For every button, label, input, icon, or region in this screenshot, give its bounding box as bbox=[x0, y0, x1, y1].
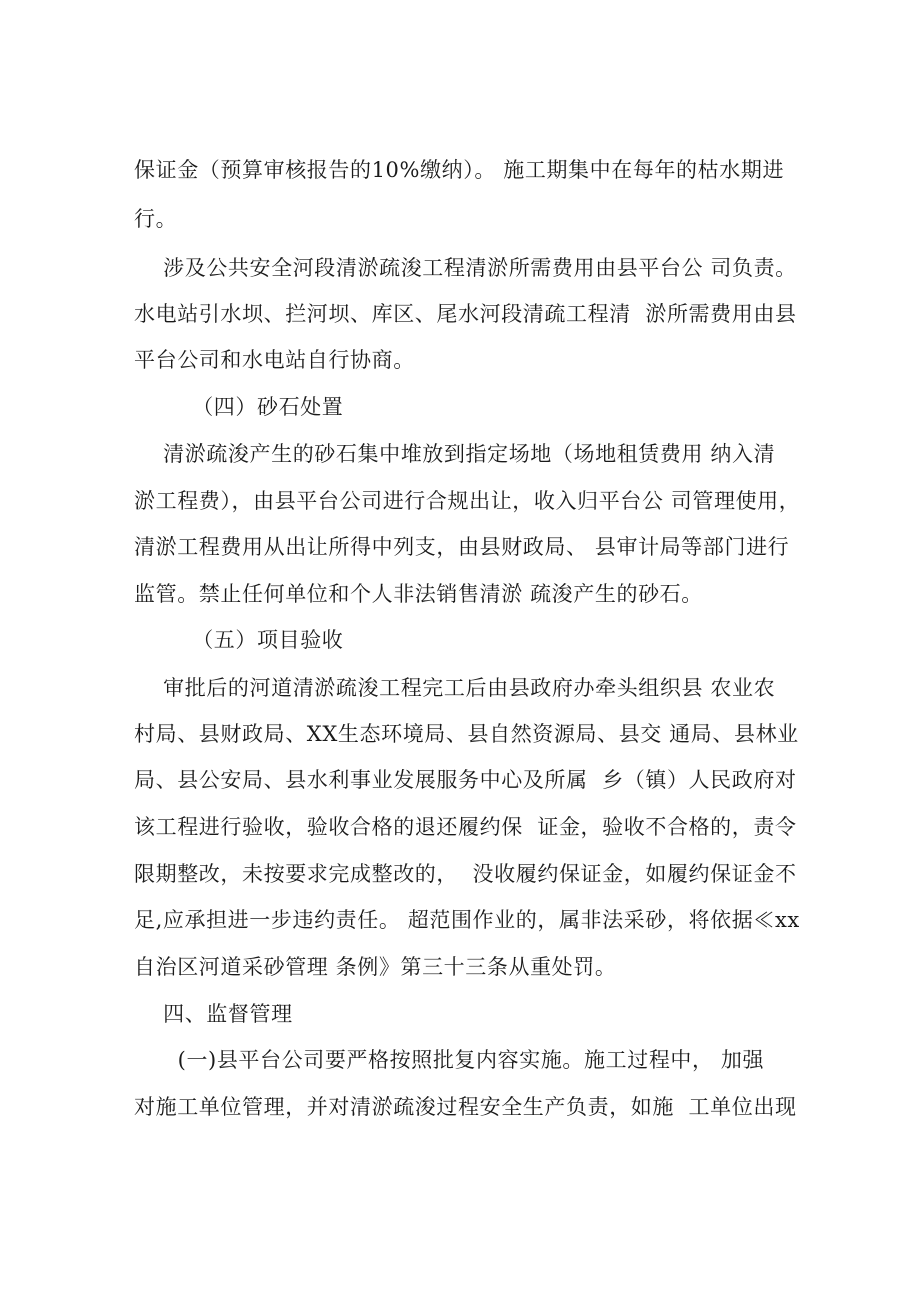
text-line: 保证金（预算审核报告的10%缴纳）。 施工期集中在每年的枯水期进 bbox=[134, 158, 785, 182]
text-line: 自治区河道采砂管理 条例》第三十三条从重处罚。 bbox=[134, 955, 617, 979]
text-line: 该工程进行验收，验收合格的退还履约保 证金，验收不合格的，责令 bbox=[134, 815, 797, 839]
text-line: 村局、县财政局、XX生态环境局、县自然资源局、县交 通局、县林业 bbox=[134, 722, 799, 746]
text-line: 行。 bbox=[134, 207, 178, 231]
text-line: 涉及公共安全河段清淤疏浚工程清淤所需费用由县平台公 司负责。 bbox=[134, 256, 797, 280]
text-line: 审批后的河道清淤疏浚工程完工后由县政府办牵头组织县 农业农 bbox=[134, 676, 776, 700]
text-line: 清淤工程费用从出让所得中列支，由县财政局、 县审计局等部门进行 bbox=[134, 535, 790, 559]
text-line: 局、县公安局、县水利事业发展服务中心及所属 乡（镇）人民政府对 bbox=[134, 768, 797, 792]
text-line: 监管。禁止任何单位和个人非法销售清淤 疏浚产生的砂石。 bbox=[134, 582, 703, 606]
text-line: 淤工程费），由县平台公司进行合规出让，收入归平台公 司管理使用， bbox=[134, 489, 801, 513]
text-line: 平台公司和水电站自行协商。 bbox=[134, 348, 415, 372]
text-line: 清淤疏浚产生的砂石集中堆放到指定场地（场地租赁费用 纳入清 bbox=[134, 442, 776, 466]
section-heading: （五）项目验收 bbox=[134, 628, 344, 652]
text-line: 水电站引水坝、拦河坝、库区、尾水河段清疏工程清 淤所需费用由县 bbox=[134, 302, 797, 326]
text-line: (一)县平台公司要严格按照批复内容实施。施工过程中， 加强 bbox=[134, 1048, 765, 1072]
text-line: 对施工单位管理，并对清淤疏浚过程安全生产负责，如施 工单位出现 bbox=[134, 1095, 797, 1119]
section-heading: 四、监督管理 bbox=[134, 1002, 293, 1026]
text-line: 足,应承担进一步违约责任。 超范围作业的，属非法采砂，将依据≪xx bbox=[134, 908, 800, 932]
section-heading: （四）砂石处置 bbox=[134, 395, 344, 419]
text-line: 限期整改，未按要求完成整改的， 没收履约保证金，如履约保证金不 bbox=[134, 862, 797, 886]
